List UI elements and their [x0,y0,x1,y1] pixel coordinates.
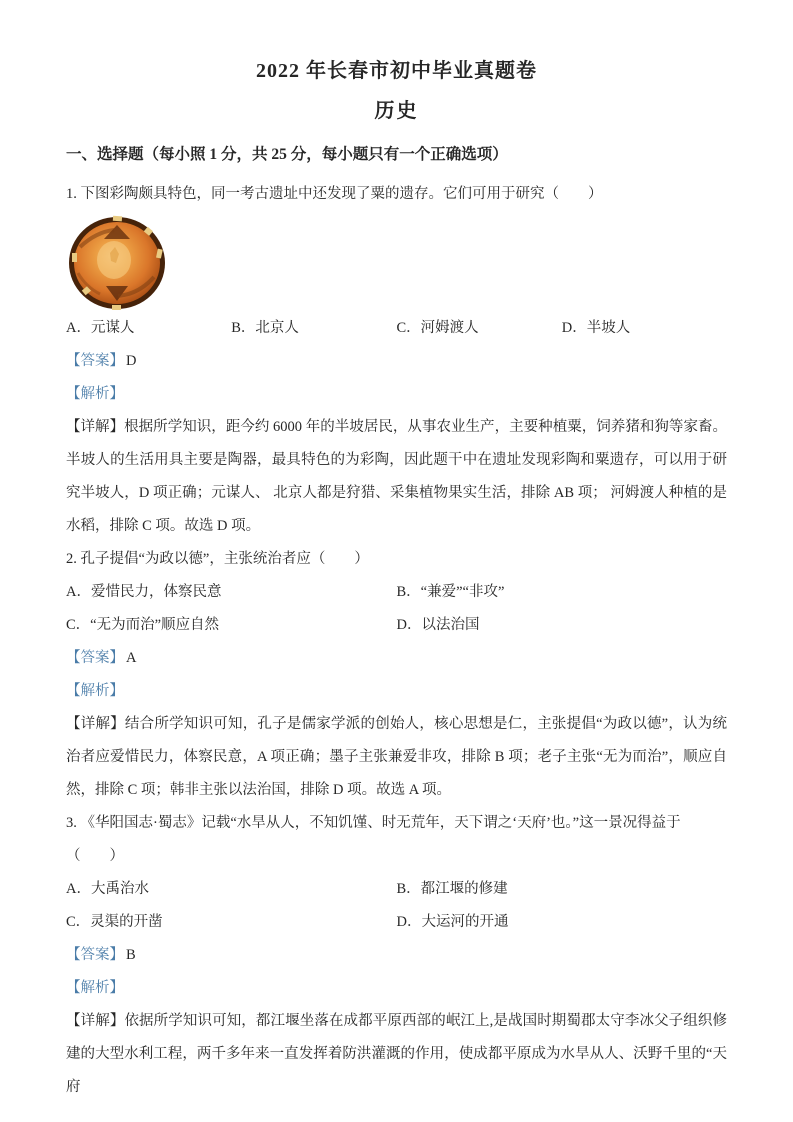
option-b: B．北京人 [231,320,299,336]
question-3 [66,807,727,1104]
detail-text: 根据所学知识，距今约 6000 年的半坡居民，从事农业生产，主要种植粟，饲养猪和狗等家畜。半坡人的生活用具主要是陶器，最具特色的为彩陶，因此题干中在遗址发现彩陶和粟遗存，可以用于研究半坡人，D 项正确；元谋人、 北京人都是狩猎、采集植物果实生活，排除 AB 项； 河姆渡人种植的是水稻，排除 C 项。故选 D 项。 [66,419,728,534]
question-3-analysis [66,972,727,1005]
question-3-answer [66,939,727,972]
question-2 [66,543,727,807]
analysis-label: 【解析】 [66,683,124,699]
option-c: C．灵渠的开凿 [66,914,163,930]
option-d: D．大运河的开通 [396,914,509,930]
answer-value: B [126,947,136,963]
option-c: C．河姆渡人 [396,320,479,336]
question-1 [66,178,727,543]
painted-pottery-image [66,215,168,311]
question-1-figure [66,215,727,312]
question-3-options [66,873,727,939]
question-3-detail [66,1005,727,1104]
option-d: D．半坡人 [561,320,631,336]
option-a: A．元谋人 [66,320,135,336]
question-1-stem: 1. 下图彩陶颇具特色，同一考古遗址中还发现了粟的遗存。它们可用于研究（ ） [66,186,603,202]
section-header: 一、选择题（每小照 1 分，共 25 分，每小题只有一个正确选项） [66,146,508,163]
document-title: 2022 年长春市初中毕业真题卷 [256,60,537,82]
option-c: C．“无为而治”顺应自然 [66,617,220,633]
question-1-analysis [66,378,727,411]
option-d: D．以法治国 [396,617,480,633]
question-3-stem-bracket: （ ） [66,848,124,864]
detail-text: 结合所学知识可知，孔子是儒家学派的创始人，核心思想是仁，主张提倡“为政以德”，认为统治者应爱惜民力，体察民意，A 项正确；墨子主张兼爱非攻，排除 B 项；老子主张“无为而治”，顺应自然，排除 C 项；韩非主张以法治国，排除 D 项。故选 A 项。 [66,716,727,798]
question-1-detail [66,411,727,543]
document-subject: 历史 [374,100,419,122]
answer-value: D [126,353,137,369]
answer-label: 【答案】 [66,947,124,963]
detail-label: 【详解】 [66,1013,125,1029]
question-2-stem: 2. 孔子提倡“为政以德”，主张统治者应（ ） [66,551,369,567]
analysis-label: 【解析】 [66,980,124,996]
question-2-analysis [66,675,727,708]
answer-label: 【答案】 [66,650,124,666]
option-a: A．爱惜民力，体察民意 [66,584,222,600]
answer-value: A [126,650,137,666]
option-a: A．大禹治水 [66,881,149,897]
question-2-answer [66,642,727,675]
question-3-stem: 3. 《华阳国志·蜀志》记载“水旱从人，不知饥馑、时无荒年，天下谓之‘天府’也。”这一景况得益于 [66,815,681,831]
analysis-label: 【解析】 [66,386,124,402]
detail-text: 依据所学知识可知，都江堰坐落在成都平原西部的岷江上,是战国时期蜀郡太守李冰父子组织修建的大型水利工程，两千多年来一直发挥着防洪灌溉的作用，使成都平原成为水旱从人、沃野千里的“天府 [66,1013,728,1095]
question-2-detail [66,708,727,807]
detail-label: 【详解】 [66,716,125,732]
question-1-options [66,312,727,345]
question-2-options [66,576,727,642]
option-b: B．“兼爱”“非攻” [396,584,505,600]
answer-label: 【答案】 [66,353,124,369]
option-b: B．都江堰的修建 [396,881,508,897]
question-1-answer [66,345,727,378]
detail-label: 【详解】 [66,419,125,435]
